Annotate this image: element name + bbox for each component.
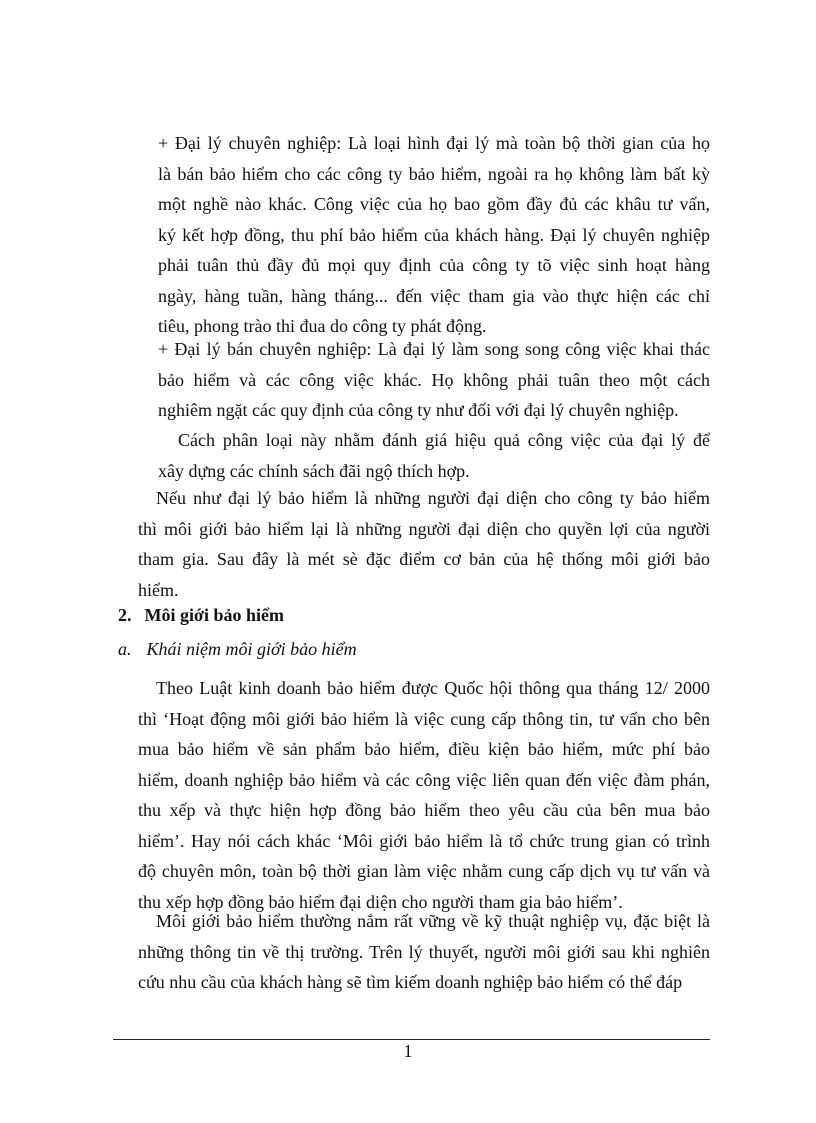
text-line: là bán bảo hiểm cho các công ty bảo hiểm, ngoài ra họ không làm bất kỳ [158,163,710,184]
classification-note [158,425,710,486]
bullet-semi-professional-agent [158,334,710,426]
text-line: hiểm’. Hay nói cách khác ‘Môi giới bảo hiểm là tổ chức trung gian có trình [138,830,710,851]
text-line: Nếu như đại lý bảo hiểm là những người đại diện cho công ty bảo hiểm [156,488,710,508]
text-line: một nghề nào khác. Công việc của họ bao gồm đầy đủ các khâu tư vấn, [158,194,710,214]
text-line: hiểm. [138,579,179,600]
text-line: ngày, hàng tuần, hàng tháng... đến việc tham gia vào thực hiện các chỉ [158,285,710,306]
section-number: 2. [118,605,132,625]
text-line: những thông tin về thị trường. Trên lý thuyết, người môi giới sau khi nghiên [138,941,710,962]
subsection-number: a. [118,639,132,659]
text-line: Theo Luật kinh doanh bảo hiểm được Quốc hội thông qua tháng 12/ 2000 [156,678,710,698]
text-line: tham gia. Sau đây là mét sè đặc điểm cơ bản của hệ thống môi giới bảo [138,549,710,569]
text-line: độ chuyên môn, toàn bộ thời gian làm việc nhằm cung cấp dịch vụ tư vấn và [138,861,710,881]
text-line: thu xếp hợp đồng bảo hiểm đại diện cho người tham gia bảo hiểm’. [138,891,623,912]
text-line: ký kết hợp đồng, thu phí bảo hiểm của khách hàng. Đại lý chuyên nghiệp [158,224,710,245]
text-line: phải tuân thủ đầy đủ mọi quy định của công ty tõ việc sinh hoạt hàng [158,255,710,275]
subsection-title: Khái niệm môi giới bảo hiểm [146,639,357,659]
section-title: Môi giới bảo hiểm [144,605,284,625]
text-line: thì ‘Hoạt động môi giới bảo hiểm là việc cung cấp thông tin, tư vấn cho bên [138,708,710,729]
page-number: 1 [403,1041,413,1061]
text-line: tiêu, phong trào thi đua do công ty phát động. [158,316,487,336]
text-line: Môi giới bảo hiểm thường nắm rất vững về kỹ thuật nghiệp vụ, đặc biệt là [156,911,710,931]
text-line: thu xếp và thực hiện hợp đồng bảo hiểm theo yêu cầu của bên mua bảo [138,800,710,820]
subsection-heading [118,639,357,660]
text-line: + Đại lý chuyên nghiệp: Là loại hình đại lý mà toàn bộ thời gian của họ [158,133,710,153]
text-line: + Đại lý bán chuyên nghiệp: Là đại lý làm song song công việc khai thác [158,339,710,359]
intro-paragraph [138,483,710,605]
text-line: xây dựng các chính sách đãi ngộ thích hợp. [158,460,470,481]
text-line: Cách phân loại này nhằm đánh giá hiệu quả công việc của đại lý để [178,430,710,450]
footer-divider [113,1039,710,1040]
closing-paragraph [138,906,710,998]
text-line: hiểm, doanh nghiệp bảo hiểm và các công việc liên quan đến việc đàm phán, [138,769,710,790]
text-line: bảo hiểm và các công việc khác. Họ không phải tuân theo một cách [158,369,710,390]
bullet-professional-agent [158,128,710,342]
section-heading [118,605,284,626]
definition-paragraph [138,673,710,917]
text-line: thì môi giới bảo hiểm lại là những người đại diện cho quyền lợi của người [138,518,710,539]
text-line: cứu nhu cầu của khách hàng sẽ tìm kiếm doanh nghiệp bảo hiểm có thể đáp [138,972,683,992]
text-line: nghiêm ngặt các quy định của công ty như đối với đại lý chuyên nghiệp. [158,400,679,420]
text-line: mua bảo hiểm về sản phẩm bảo hiểm, điều kiện bảo hiểm, mức phí bảo [138,739,710,759]
